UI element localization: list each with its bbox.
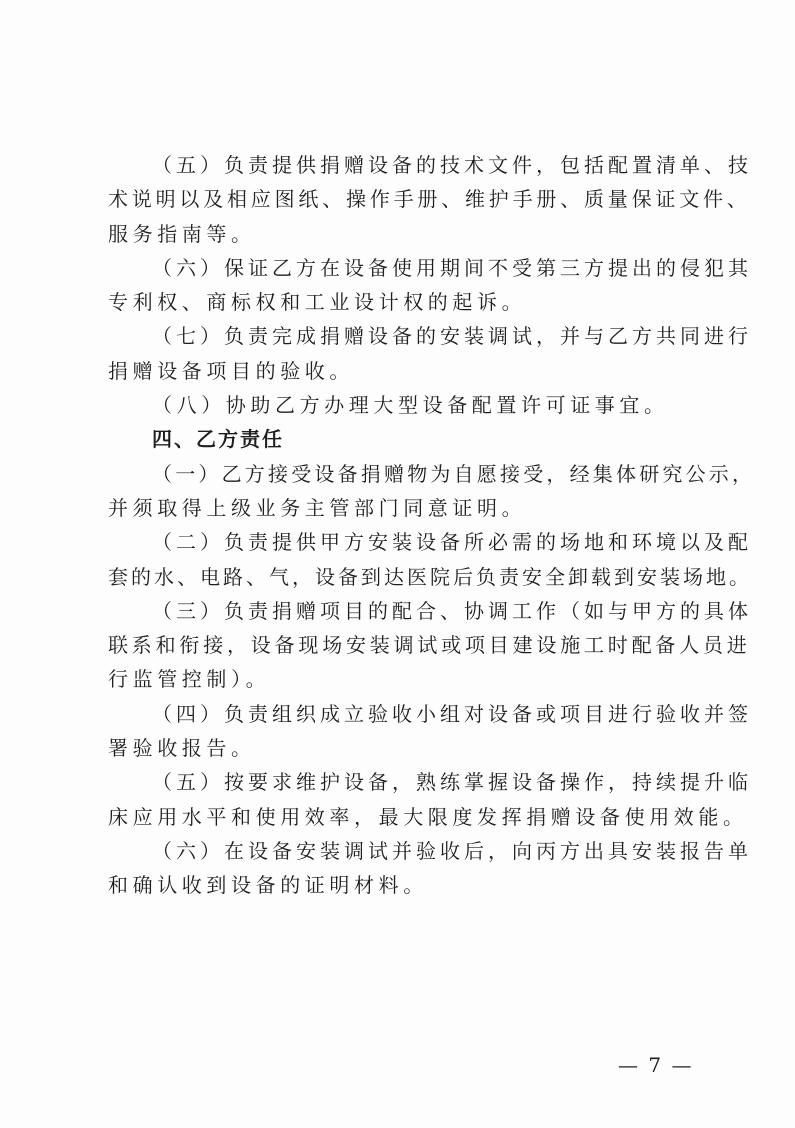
text-line: 服务指南等。: [108, 221, 256, 246]
text-line: （七）负责完成捐赠设备的安装调试，并与乙方共同进行: [152, 324, 752, 349]
text-line: 和确认收到设备的证明材料。: [108, 873, 428, 898]
text-line: 床应用水平和使用效率，最大限度发挥捐赠设备使用效能。: [108, 804, 748, 829]
text-line: 专利权、商标权和工业设计权的起诉。: [108, 290, 527, 315]
text-line: （五）负责提供捐赠设备的技术文件，包括配置清单、技: [152, 153, 752, 177]
text-line: 套的水、电路、气，设备到达医院后负责安全卸载到安装场地。: [108, 564, 752, 589]
text-line: （一）乙方接受设备捐赠物为自愿接受，经集体研究公示，: [152, 461, 756, 486]
text-line: （六）保证乙方在设备使用期间不受第三方提出的侵犯其: [152, 255, 752, 280]
text-line: 联系和衔接，设备现场安装调试或项目建设施工时配备人员进: [108, 633, 751, 658]
text-line: 术说明以及相应图纸、操作手册、维护手册、质量保证文件、: [108, 187, 751, 212]
text-line: 署验收报告。: [108, 736, 256, 761]
section-heading: 四、乙方责任: [152, 427, 284, 452]
text-line: （八）协助乙方办理大型设备配置许可证事宜。: [152, 393, 669, 418]
text-line: （五）按要求维护设备，熟练掌握设备操作，持续提升临: [152, 770, 752, 795]
document-body: [108, 148, 756, 903]
text-line: （三）负责捐赠项目的配合、协调工作（如与甲方的具体: [152, 598, 752, 623]
text-line: （二）负责提供甲方安装设备所必需的场地和环境以及配: [152, 530, 752, 555]
text-line: 行监管控制）。: [108, 667, 271, 692]
text-line: 并须取得上级业务主管部门同意证明。: [108, 495, 527, 520]
text-line: （六）在设备安装调试并验收后，向丙方出具安装报告单: [152, 838, 752, 863]
text-line: （四）负责组织成立验收小组对设备或项目进行验收并签: [152, 701, 752, 726]
text-line: 捐赠设备项目的验收。: [108, 358, 354, 383]
page-number: — 7 —: [618, 1053, 694, 1077]
